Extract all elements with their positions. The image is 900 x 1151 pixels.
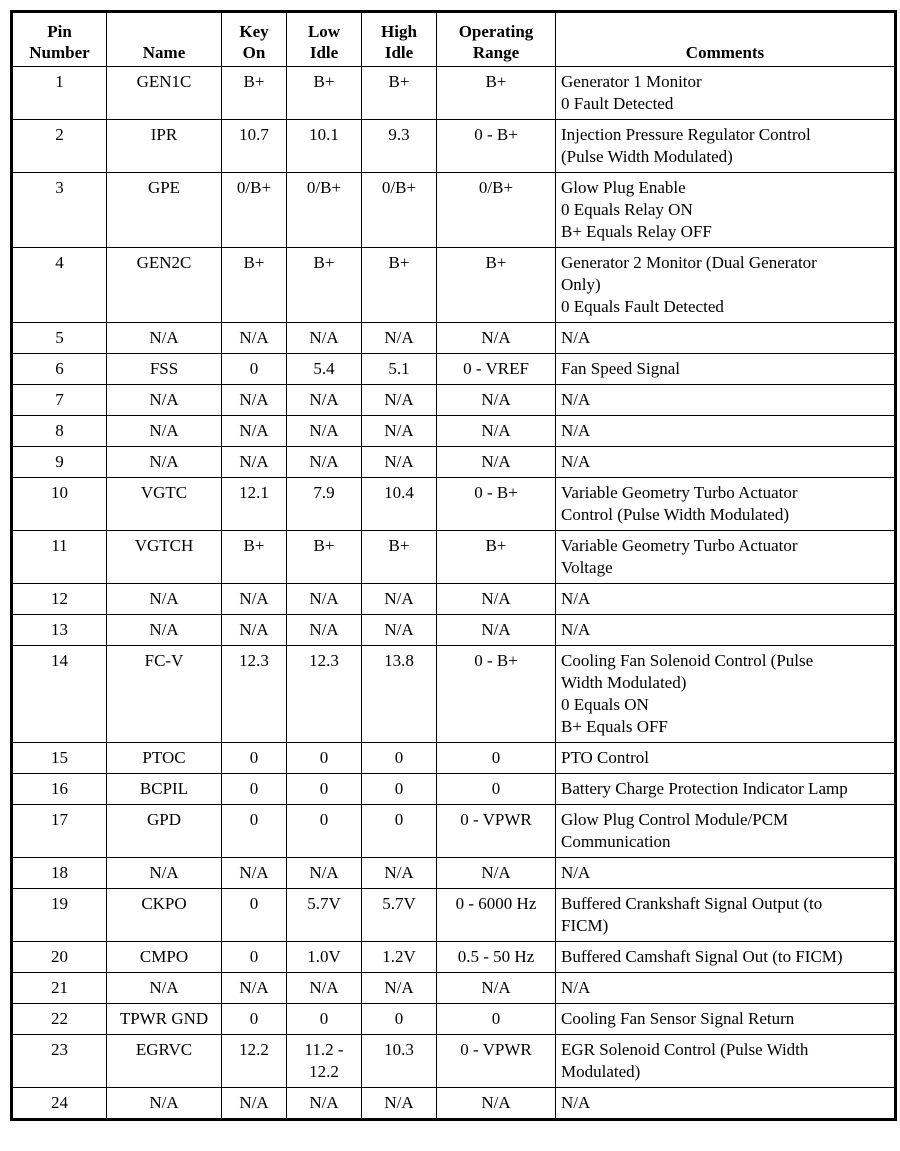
comments-cell (556, 67, 896, 120)
table-row (12, 1004, 896, 1035)
comment-line: Battery Charge Protection Indicator Lamp (561, 779, 848, 798)
pin-number-cell: 13 (12, 615, 107, 646)
pin-name-cell: GPD (107, 805, 222, 858)
operating-range-cell: B+ (437, 531, 556, 584)
pin-name-cell: N/A (107, 858, 222, 889)
key-on-cell: B+ (222, 531, 287, 584)
low-idle-cell: 7.9 (287, 478, 362, 531)
table-row (12, 447, 896, 478)
high-idle-cell: N/A (362, 858, 437, 889)
comment-line: N/A (561, 978, 591, 997)
key-on-cell: N/A (222, 858, 287, 889)
table-row (12, 120, 896, 173)
low-idle-cell: N/A (287, 973, 362, 1004)
comments-cell (556, 1004, 896, 1035)
comment-line: Control (Pulse Width Modulated) (561, 505, 790, 524)
comments-cell (556, 447, 896, 478)
table-row (12, 743, 896, 774)
key-on-cell: N/A (222, 615, 287, 646)
operating-range-cell: N/A (437, 584, 556, 615)
pin-number-cell: 11 (12, 531, 107, 584)
comment-line: Cooling Fan Sensor Signal Return (561, 1009, 795, 1028)
low-idle-cell: 0 (287, 743, 362, 774)
table-row (12, 1035, 896, 1088)
comment-line: FICM) (561, 916, 609, 935)
table-row (12, 942, 896, 973)
key-on-cell: 10.7 (222, 120, 287, 173)
pin-name-cell: BCPIL (107, 774, 222, 805)
operating-range-cell: 0 (437, 774, 556, 805)
low-idle-cell: 0 (287, 1004, 362, 1035)
high-idle-cell: B+ (362, 67, 437, 120)
key-on-cell: 0 (222, 354, 287, 385)
comments-cell (556, 889, 896, 942)
low-idle-cell: N/A (287, 416, 362, 447)
pin-number-cell: 24 (12, 1088, 107, 1120)
comment-line: Variable Geometry Turbo Actuator (561, 483, 798, 502)
pin-name-cell: IPR (107, 120, 222, 173)
high-idle-cell: 5.1 (362, 354, 437, 385)
pin-number-cell: 4 (12, 248, 107, 323)
low-idle-cell: N/A (287, 323, 362, 354)
low-idle-cell: 1.0V (287, 942, 362, 973)
comment-line: Cooling Fan Solenoid Control (Pulse (561, 651, 814, 670)
pin-name-cell: N/A (107, 1088, 222, 1120)
key-on-cell: 0/B+ (222, 173, 287, 248)
pin-number-cell: 20 (12, 942, 107, 973)
key-on-cell: 0 (222, 774, 287, 805)
operating-range-cell: N/A (437, 385, 556, 416)
low-idle-cell: B+ (287, 248, 362, 323)
high-idle-cell: 13.8 (362, 646, 437, 743)
key-on-cell: B+ (222, 67, 287, 120)
key-on-cell: 12.2 (222, 1035, 287, 1088)
comments-cell (556, 942, 896, 973)
operating-range-cell: N/A (437, 447, 556, 478)
pin-number-cell: 14 (12, 646, 107, 743)
comments-cell (556, 1088, 896, 1120)
comment-line: B+ Equals OFF (561, 717, 668, 736)
comment-line: Buffered Crankshaft Signal Output (to (561, 894, 823, 913)
high-idle-cell: N/A (362, 416, 437, 447)
comment-line: N/A (561, 390, 591, 409)
pin-number-cell: 18 (12, 858, 107, 889)
pin-name-cell: TPWR GND (107, 1004, 222, 1035)
operating-range-cell: N/A (437, 416, 556, 447)
comments-cell (556, 584, 896, 615)
operating-range-cell: N/A (437, 973, 556, 1004)
low-idle-cell: B+ (287, 531, 362, 584)
pin-name-cell: CKPO (107, 889, 222, 942)
comment-line: 0 Equals Fault Detected (561, 297, 724, 316)
key-on-cell: 0 (222, 889, 287, 942)
operating-range-cell: 0 - B+ (437, 646, 556, 743)
comment-line: N/A (561, 1093, 591, 1112)
table-row (12, 354, 896, 385)
operating-range-cell: 0 - 6000 Hz (437, 889, 556, 942)
low-idle-cell: N/A (287, 584, 362, 615)
pin-number-cell: 6 (12, 354, 107, 385)
table-row (12, 1088, 896, 1120)
low-idle-cell: 5.7V (287, 889, 362, 942)
comments-cell (556, 858, 896, 889)
comments-cell (556, 323, 896, 354)
high-idle-cell: N/A (362, 1088, 437, 1120)
table-row (12, 805, 896, 858)
table-row (12, 173, 896, 248)
low-idle-cell: 5.4 (287, 354, 362, 385)
high-idle-cell: 0 (362, 774, 437, 805)
comment-line: 0 Equals ON (561, 695, 649, 714)
comment-line: Fan Speed Signal (561, 359, 680, 378)
header-low-idle: Low Idle (287, 12, 362, 67)
high-idle-cell: N/A (362, 973, 437, 1004)
header-operating-range: Operating Range (437, 12, 556, 67)
key-on-cell: B+ (222, 248, 287, 323)
key-on-cell: 0 (222, 1004, 287, 1035)
key-on-cell: N/A (222, 584, 287, 615)
pin-number-cell: 1 (12, 67, 107, 120)
key-on-cell: N/A (222, 323, 287, 354)
header-high-idle: High Idle (362, 12, 437, 67)
key-on-cell: 0 (222, 805, 287, 858)
operating-range-cell: N/A (437, 323, 556, 354)
pin-name-cell: N/A (107, 447, 222, 478)
header-comments: Comments (556, 12, 896, 67)
pin-name-cell: VGTCH (107, 531, 222, 584)
header-name: Name (107, 12, 222, 67)
comments-cell (556, 774, 896, 805)
comment-line: Glow Plug Control Module/PCM (561, 810, 789, 829)
low-idle-cell: 10.1 (287, 120, 362, 173)
comment-line: Generator 2 Monitor (Dual Generator (561, 253, 817, 272)
comment-line: EGR Solenoid Control (Pulse Width (561, 1040, 809, 1059)
low-idle-cell: N/A (287, 1088, 362, 1120)
pin-name-cell: GPE (107, 173, 222, 248)
pin-number-cell: 23 (12, 1035, 107, 1088)
comment-line: N/A (561, 863, 591, 882)
comments-cell (556, 173, 896, 248)
high-idle-cell: 0 (362, 805, 437, 858)
high-idle-cell: B+ (362, 248, 437, 323)
pin-number-cell: 3 (12, 173, 107, 248)
comments-cell (556, 1035, 896, 1088)
comment-line: B+ Equals Relay OFF (561, 222, 712, 241)
table-row (12, 416, 896, 447)
operating-range-cell: 0 - VREF (437, 354, 556, 385)
pin-number-cell: 5 (12, 323, 107, 354)
comment-line: N/A (561, 589, 591, 608)
comments-cell (556, 973, 896, 1004)
pin-number-cell: 21 (12, 973, 107, 1004)
pin-table (10, 10, 897, 1121)
table-row (12, 615, 896, 646)
table-row (12, 973, 896, 1004)
comment-line: N/A (561, 421, 591, 440)
pin-name-cell: N/A (107, 416, 222, 447)
pin-name-cell: GEN1C (107, 67, 222, 120)
table-row (12, 646, 896, 743)
comment-line: Buffered Camshaft Signal Out (to FICM) (561, 947, 843, 966)
pin-name-cell: N/A (107, 615, 222, 646)
table-row (12, 858, 896, 889)
comment-line: N/A (561, 328, 591, 347)
key-on-cell: N/A (222, 385, 287, 416)
pin-name-cell: FSS (107, 354, 222, 385)
comment-line: Injection Pressure Regulator Control (561, 125, 811, 144)
comment-line: Only) (561, 275, 601, 294)
low-idle-cell (287, 1035, 362, 1088)
operating-range-cell: 0 - B+ (437, 478, 556, 531)
operating-range-cell: B+ (437, 67, 556, 120)
high-idle-cell: 0/B+ (362, 173, 437, 248)
key-on-cell: 0 (222, 743, 287, 774)
pin-name-cell: CMPO (107, 942, 222, 973)
comment-line: Generator 1 Monitor (561, 72, 702, 91)
operating-range-cell: 0 - VPWR (437, 805, 556, 858)
low-idle-cell: 12.3 (287, 646, 362, 743)
high-idle-cell: 1.2V (362, 942, 437, 973)
comments-cell (556, 248, 896, 323)
pin-name-cell: N/A (107, 385, 222, 416)
comments-cell (556, 615, 896, 646)
header-key-on: Key On (222, 12, 287, 67)
comment-line: (Pulse Width Modulated) (561, 147, 733, 166)
high-idle-cell: N/A (362, 584, 437, 615)
high-idle-cell: 5.7V (362, 889, 437, 942)
table-row (12, 385, 896, 416)
pin-number-cell: 8 (12, 416, 107, 447)
high-idle-cell: 0 (362, 743, 437, 774)
pin-number-cell: 12 (12, 584, 107, 615)
pin-name-cell: N/A (107, 584, 222, 615)
operating-range-cell: 0 (437, 743, 556, 774)
pin-rows (12, 67, 896, 1120)
pin-name-cell: EGRVC (107, 1035, 222, 1088)
operating-range-cell: 0 - B+ (437, 120, 556, 173)
pin-number-cell: 15 (12, 743, 107, 774)
comments-cell (556, 805, 896, 858)
comment-line: PTO Control (561, 748, 650, 767)
comments-cell (556, 478, 896, 531)
table-row (12, 323, 896, 354)
operating-range-cell: B+ (437, 248, 556, 323)
pin-number-cell: 10 (12, 478, 107, 531)
pin-number-cell: 22 (12, 1004, 107, 1035)
comments-cell (556, 531, 896, 584)
table-row (12, 774, 896, 805)
key-on-cell: 0 (222, 942, 287, 973)
comment-line: Modulated) (561, 1062, 641, 1081)
pin-name-cell: GEN2C (107, 248, 222, 323)
pin-number-cell: 2 (12, 120, 107, 173)
high-idle-cell: 9.3 (362, 120, 437, 173)
low-idle-cell: 0 (287, 774, 362, 805)
table-row (12, 67, 896, 120)
table-row (12, 478, 896, 531)
pin-number-cell: 17 (12, 805, 107, 858)
pin-name-cell: N/A (107, 973, 222, 1004)
pin-name-cell: N/A (107, 323, 222, 354)
comment-line: Voltage (561, 558, 613, 577)
table-row (12, 889, 896, 942)
high-idle-cell: N/A (362, 323, 437, 354)
pin-name-cell: VGTC (107, 478, 222, 531)
header-pin-number: Pin Number (12, 12, 107, 67)
comment-line: Glow Plug Enable (561, 178, 686, 197)
low-idle-cell: N/A (287, 858, 362, 889)
operating-range-cell: 0.5 - 50 Hz (437, 942, 556, 973)
operating-range-cell: 0/B+ (437, 173, 556, 248)
operating-range-cell: 0 - VPWR (437, 1035, 556, 1088)
key-on-cell: N/A (222, 1088, 287, 1120)
comment-line: Variable Geometry Turbo Actuator (561, 536, 798, 555)
key-on-cell: 12.1 (222, 478, 287, 531)
low-idle-cell: 0 (287, 805, 362, 858)
pin-number-cell: 16 (12, 774, 107, 805)
table-row (12, 531, 896, 584)
comment-line: Width Modulated) (561, 673, 687, 692)
key-on-cell: N/A (222, 416, 287, 447)
low-idle-cell-line: 11.2 - (304, 1040, 344, 1059)
low-idle-cell-line: 12.2 (309, 1062, 339, 1081)
key-on-cell: N/A (222, 973, 287, 1004)
table-row (12, 248, 896, 323)
comment-line: 0 Equals Relay ON (561, 200, 693, 219)
pin-name-cell: PTOC (107, 743, 222, 774)
comments-cell (556, 743, 896, 774)
operating-range-cell: N/A (437, 615, 556, 646)
high-idle-cell: N/A (362, 447, 437, 478)
comments-cell (556, 354, 896, 385)
comment-line: N/A (561, 452, 591, 471)
operating-range-cell: N/A (437, 1088, 556, 1120)
header-row (12, 12, 896, 67)
comments-cell (556, 120, 896, 173)
comment-line: N/A (561, 620, 591, 639)
high-idle-cell: B+ (362, 531, 437, 584)
comments-cell (556, 646, 896, 743)
low-idle-cell: B+ (287, 67, 362, 120)
table-row (12, 584, 896, 615)
comment-line: Communication (561, 832, 671, 851)
comment-line: 0 Fault Detected (561, 94, 674, 113)
low-idle-cell: 0/B+ (287, 173, 362, 248)
high-idle-cell: 10.4 (362, 478, 437, 531)
pin-number-cell: 7 (12, 385, 107, 416)
low-idle-cell: N/A (287, 447, 362, 478)
pin-number-cell: 9 (12, 447, 107, 478)
key-on-cell: 12.3 (222, 646, 287, 743)
comments-cell (556, 385, 896, 416)
operating-range-cell: 0 (437, 1004, 556, 1035)
pin-number-cell: 19 (12, 889, 107, 942)
pin-name-cell: FC-V (107, 646, 222, 743)
high-idle-cell: 10.3 (362, 1035, 437, 1088)
low-idle-cell: N/A (287, 385, 362, 416)
high-idle-cell: N/A (362, 615, 437, 646)
key-on-cell: N/A (222, 447, 287, 478)
high-idle-cell: 0 (362, 1004, 437, 1035)
low-idle-cell: N/A (287, 615, 362, 646)
operating-range-cell: N/A (437, 858, 556, 889)
comments-cell (556, 416, 896, 447)
high-idle-cell: N/A (362, 385, 437, 416)
